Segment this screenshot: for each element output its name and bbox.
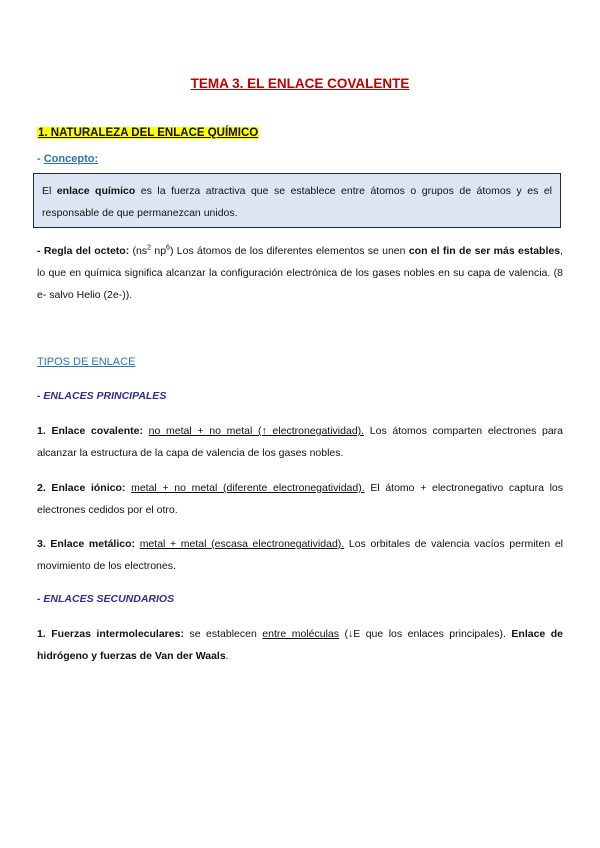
intermolecular-text-1: se establecen: [183, 628, 263, 640]
metallic-definition: metal + metal (escasa electronegatividad).: [139, 538, 345, 550]
covalent-label: 1. Enlace covalente:: [37, 425, 143, 437]
secondary-bonds-heading: - ENLACES SECUNDARIOS: [37, 593, 175, 605]
octet-text: , lo que en química significa alcanzar la configuración electrónica de los gases nobles en su capa de valencia. (8 e- salvo Helio (2e-)).: [37, 245, 563, 301]
definition-lead: El: [42, 185, 57, 197]
octet-formula-post: ) Los átomos de los diferentes elementos se unen: [169, 245, 409, 257]
octet-sup-1: 2: [147, 244, 152, 252]
definition-box: [33, 173, 561, 228]
octet-formula-pre: (ns: [129, 245, 148, 257]
intermolecular-bold: Enlace de hidrógeno y fuerzas de Van der Waals: [37, 628, 563, 662]
ionic-bond-paragraph: [37, 477, 563, 521]
octet-bold-phrase: con el fin de ser más estables: [408, 245, 561, 257]
metallic-bond-paragraph: [37, 533, 563, 577]
octet-rule-paragraph: [37, 240, 563, 306]
covalent-text: Los átomos comparten electrones para alcanzar la estructura de la capa de valencia de los gases nobles.: [37, 425, 563, 459]
covalent-bond-paragraph: [37, 420, 563, 464]
types-heading: TIPOS DE ENLACE: [37, 356, 136, 368]
octet-sup-2: 6: [166, 244, 170, 252]
covalent-definition: no metal + no metal (↑ electronegatividad).: [148, 425, 365, 437]
intermolecular-label: 1. Fuerzas intermoleculares:: [37, 628, 184, 640]
octet-label: - Regla del octeto:: [37, 245, 130, 257]
page-title: TEMA 3. EL ENLACE COVALENTE: [190, 76, 410, 91]
metallic-label: 3. Enlace metálico:: [37, 538, 136, 550]
ionic-text: El átomo + electronegativo captura los electrones cedidos por el otro.: [37, 482, 564, 516]
ionic-label: 2. Enlace iónico:: [37, 482, 126, 494]
definition-text: es la fuerza atractiva que se establece entre átomos o grupos de átomos y es el responsable de que permanezcan unidos.: [42, 185, 552, 219]
intermolecular-underlined: entre moléculas: [262, 628, 339, 640]
ionic-definition: metal + no metal (diferente electronegatividad).: [131, 482, 365, 494]
concept-label: Concepto:: [43, 153, 99, 165]
octet-formula-mid: np: [151, 245, 167, 257]
section-heading-naturaleza: 1. NATURALEZA DEL ENLACE QUÍMICO: [38, 127, 259, 139]
metallic-text: Los orbitales de valencia vacíos permiten el movimiento de los electrones.: [37, 538, 563, 572]
intermolecular-end: .: [225, 650, 229, 662]
concept-dash: -: [37, 153, 44, 165]
intermolecular-text-2: (↓E que los enlaces principales).: [339, 628, 512, 640]
definition-term: enlace químico: [56, 185, 136, 197]
intermolecular-paragraph: [37, 623, 563, 667]
concept-line: [37, 153, 98, 165]
principal-bonds-heading: - ENLACES PRINCIPALES: [37, 390, 167, 402]
